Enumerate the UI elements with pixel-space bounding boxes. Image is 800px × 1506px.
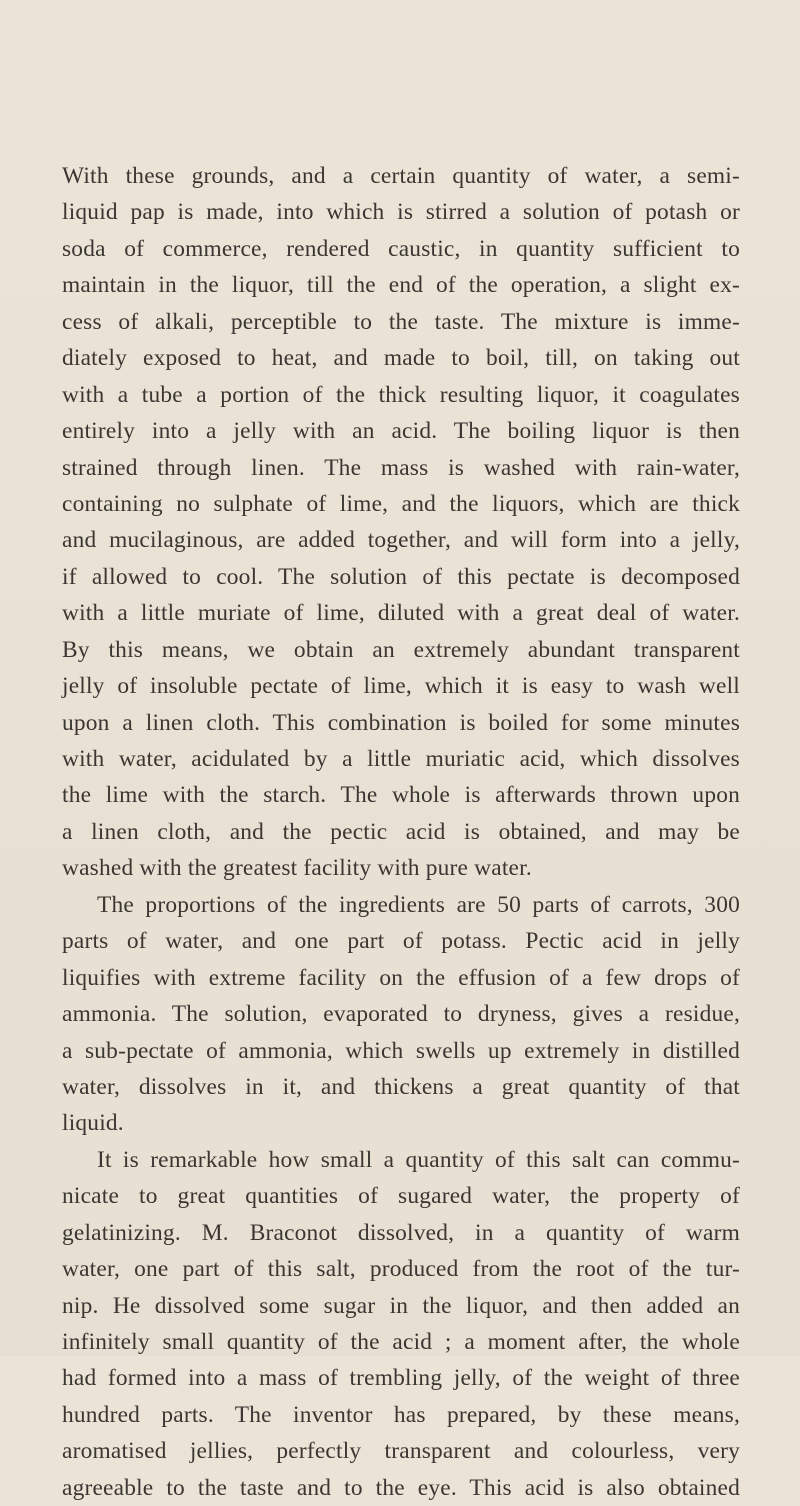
text-line: with water, acidulated by a little muriatic acid, which dissolves: [62, 746, 740, 772]
text-line: The proportions of the ingredients are 50 parts of carrots, 300: [97, 891, 740, 918]
text-line: jelly of insoluble pectate of lime, which it is easy to wash well: [62, 673, 740, 700]
text-line: water, dissolves in it, and thickens a great quantity of that: [62, 1073, 740, 1100]
text-line: hundred parts. The inventor has prepared, by these means,: [62, 1401, 740, 1428]
text-line: entirely into a jelly with an acid. The boiling liquor is then: [62, 418, 740, 445]
text-line: water, one part of this salt, produced from the root of the tur-: [62, 1256, 740, 1283]
text-line: washed with the greatest facility with pure water.: [62, 855, 532, 882]
text-line: infinitely small quantity of the acid ; a moment after, the whole: [62, 1329, 740, 1355]
text-line: diately exposed to heat, and made to boil, till, on taking out: [62, 345, 740, 372]
text-line: a linen cloth, and the pectic acid is obtained, and may be: [62, 818, 740, 845]
text-line: containing no sulphate of lime, and the liquors, which are thick: [62, 490, 740, 517]
text-line: parts of water, and one part of potass. Pectic acid in jelly: [62, 928, 740, 955]
text-line: ammonia. The solution, evaporated to dryness, gives a residue,: [62, 1001, 740, 1028]
text-line: With these grounds, and a certain quantity of water, a semi-: [62, 163, 740, 189]
text-line: upon a linen cloth. This combination is boiled for some minutes: [62, 709, 740, 736]
text-line: liquid pap is made, into which is stirred a solution of potash or: [62, 199, 740, 226]
text-line: with a tube a portion of the thick resulting liquor, it coagulates: [62, 381, 740, 408]
text-line: By this means, we obtain an extremely abundant transparent: [62, 636, 740, 663]
text-line: nicate to great quantities of sugared water, the property of: [62, 1183, 740, 1210]
text-line: a sub-pectate of ammonia, which swells up extremely in distilled: [62, 1037, 740, 1064]
text-line: liquifies with extreme facility on the effusion of a few drops of: [62, 964, 740, 991]
text-line: liquid.: [62, 1110, 124, 1137]
text-line: agreeable to the taste and to the eye. This acid is also obtained: [62, 1474, 740, 1501]
text-line: and mucilaginous, are added together, and will form into a jelly,: [62, 527, 740, 554]
text-line: with a little muriate of lime, diluted with a great deal of water.: [62, 600, 740, 627]
text-line: aromatised jellies, perfectly transparent and colourless, very: [62, 1438, 740, 1465]
text-line: nip. He dissolved some sugar in the liquor, and then added an: [62, 1292, 740, 1319]
text-line: It is remarkable how small a quantity of this salt can commu-: [97, 1146, 740, 1173]
text-line: cess of alkali, perceptible to the taste. The mixture is imme-: [62, 308, 740, 335]
body-text: [62, 158, 740, 1506]
text-line: had formed into a mass of trembling jelly, of the weight of three: [62, 1365, 740, 1392]
text-line: gelatinizing. M. Braconot dissolved, in a quantity of warm: [62, 1219, 740, 1246]
text-line: soda of commerce, rendered caustic, in quantity sufficient to: [62, 235, 740, 262]
text-line: if allowed to cool. The solution of this pectate is decomposed: [62, 563, 740, 590]
text-line: the lime with the starch. The whole is afterwards thrown upon: [62, 782, 740, 809]
text-line: maintain in the liquor, till the end of the operation, a slight ex-: [62, 272, 740, 299]
text-line: strained through linen. The mass is washed with rain-water,: [62, 454, 740, 481]
